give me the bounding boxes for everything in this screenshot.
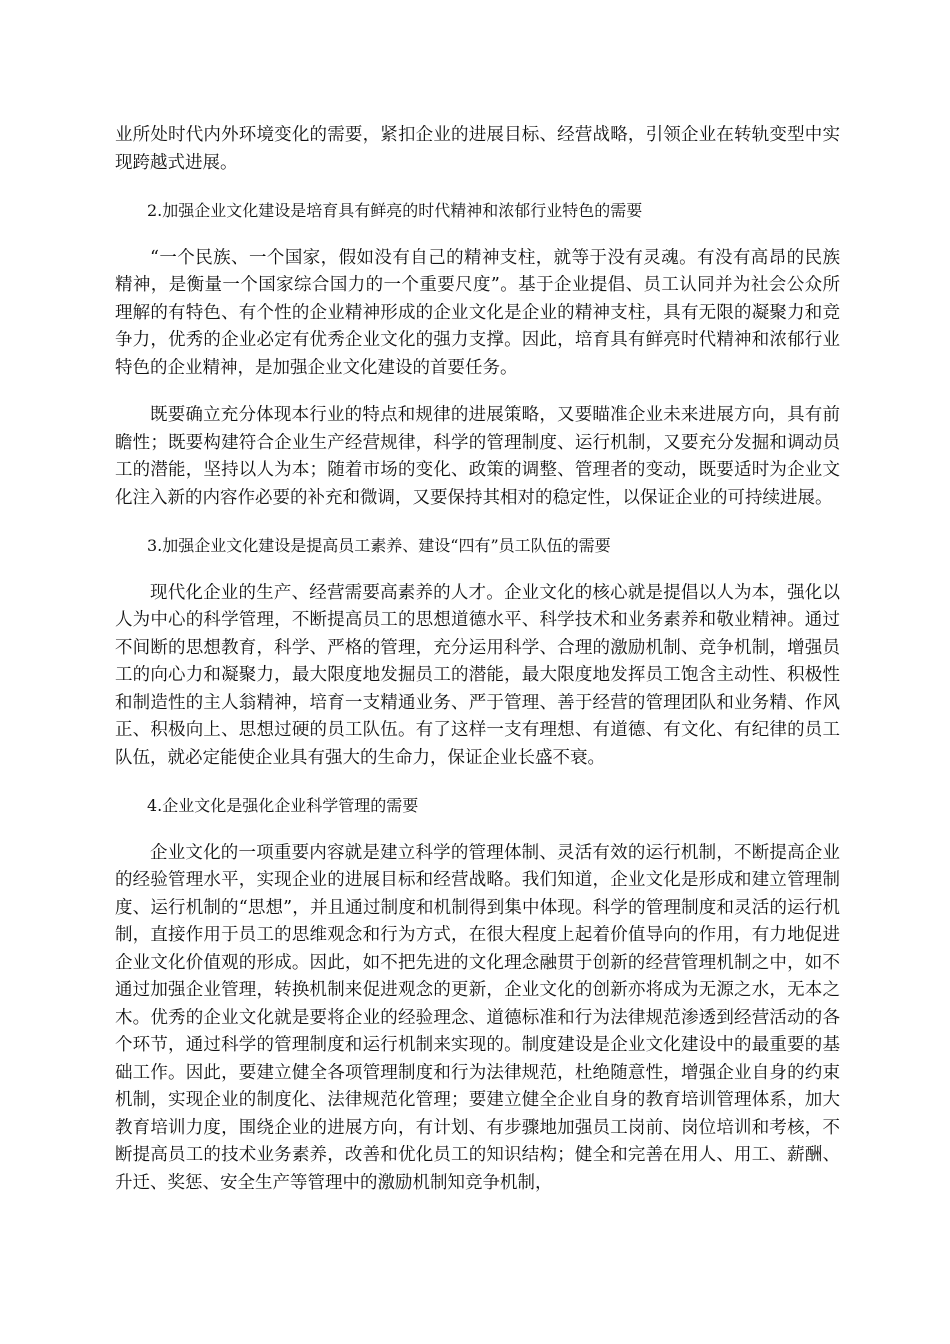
paragraph: 企业文化的一项重要内容就是建立科学的管理体制、灵活有效的运行机制，不断提高企业的经验管理水平，实现企业的进展目标和经营战略。我们知道，企业文化是形成和建立管理制度、运行机制的“思想”，并且通过制度和机制得到集中体现。科学的管理制度和灵活的运行机制，直接作用于员工的思维观念和行为方式，在很大程度上起着价值导向的作用，有力地促进企业文化价值观的形成。因此，如不把先进的文化理念融贯于创新的经营管理机制之中，如不通过加强企业管理，转换机制来促进观念的更新，企业文化的创新亦将成为无源之水，无本之木。优秀的企业文化就是要将企业的经验理念、道德标准和行为法律规范渗透到经营活动的各个环节，通过科学的管理制度和运行机制来实现的。制度建设是企业文化建设中的最重要的基础工作。因此，要建立健全各项管理制度和行为法律规范，杜绝随意性，增强企业自身的约束机制，实现企业的制度化、法律规范化管理；要建立健全企业自身的教育培训管理体系，加大教育培训力度，围绕企业的进展方向，有计划、有步骤地加强员工岗前、岗位培训和考核，不断提高员工的技术业务素养，改善和优化员工的知识结构；健全和完善在用人、用工、薪酬、升迁、奖惩、安全生产等管理中的激励机制知竞争机制， (115, 842, 840, 1193)
section-heading-2: 2.加强企业文化建设是培育具有鲜亮的时代精神和浓郁行业特色的需要 (147, 201, 643, 220)
paragraph: 既要确立充分体现本行业的特点和规律的进展策略，又要瞄准企业未来进展方向，具有前瞻性；既要构建符合企业生产经营规律，科学的管理制度、运行机制，又要充分发掘和调动员工的潜能，坚持以人为本；随着市场的变化、政策的调整、管理者的变动，既要适时为企业文化注入新的内容作必要的补充和微调，又要保持其相对的稳定性，以保证企业的可持续进展。 (115, 405, 840, 508)
paragraph: “一个民族、一个国家，假如没有自己的精神支柱，就等于没有灵魂。有没有高昂的民族精神，是衡量一个国家综合国力的一个重要尺度”。基于企业提倡、员工认同并为社会公众所理解的有特色、有个性的企业精神形成的企业文化是企业的精神支柱，具有无限的凝聚力和竞争力，优秀的企业必定有优秀企业文化的强力支撑。因此，培育具有鲜亮时代精神和浓郁行业特色的企业精神，是加强企业文化建设的首要任务。 (115, 247, 840, 378)
document-page (115, 122, 840, 1217)
section-heading-4: 4.企业文化是强化企业科学管理的需要 (147, 796, 419, 815)
paragraph: 现代化企业的生产、经营需要高素养的人才。企业文化的核心就是提倡以人为本，强化以人为中心的科学管理，不断提高员工的思想道德水平、科学技术和业务素养和敬业精神。通过不间断的思想教育，科学、严格的管理，充分运用科学、合理的激励机制、竞争机制，增强员工的向心力和凝聚力，最大限度地发掘员工的潜能，最大限度地发挥员工饱含主动性、积极性和制造性的主人翁精神，培育一支精通业务、严于管理、善于经营的管理团队和业务精、作风正、积极向上、思想过硬的员工队伍。有了这样一支有理想、有道德、有文化、有纪律的员工队伍，就必定能使企业具有强大的生命力，保证企业长盛不衰。 (115, 582, 840, 768)
section-heading-3: 3.加强企业文化建设是提高员工素养、建设“四有”员工队伍的需要 (147, 536, 611, 555)
paragraph-continued: 业所处时代内外环境变化的需要，紧扣企业的进展目标、经营战略，引领企业在转轨变型中实现跨越式进展。 (115, 125, 840, 173)
